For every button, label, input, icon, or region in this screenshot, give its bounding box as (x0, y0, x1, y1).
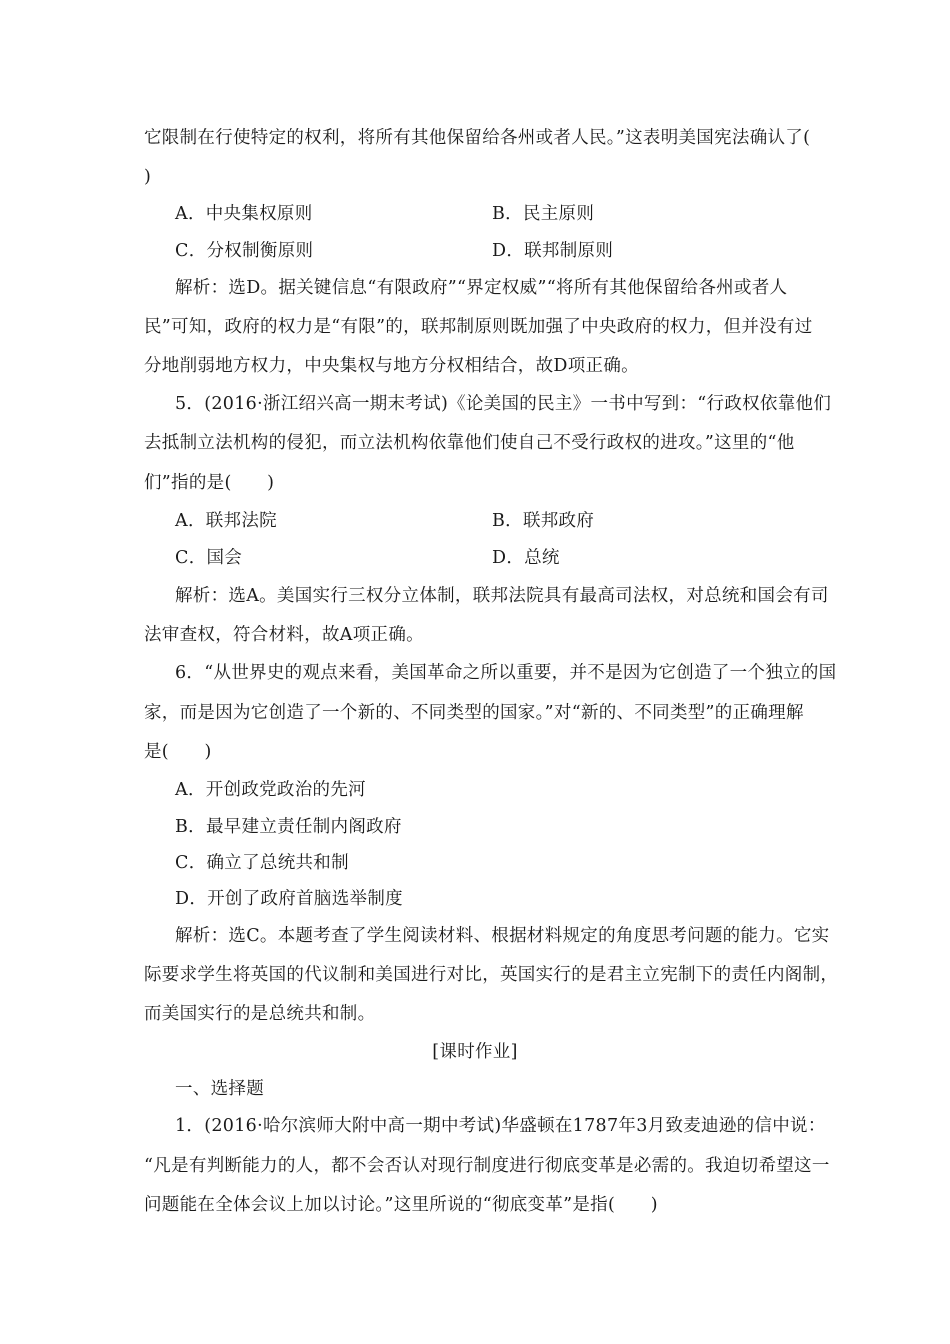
question-6-text: 家，而是因为它创造了一个新的、不同类型的国家。”对“新的、不同类型”的正确理解 (144, 703, 804, 723)
answer-explanation: 解析：选A。美国实行三权分立体制，联邦法院具有最高司法权，对总统和国会有司 (175, 586, 829, 606)
option-c: C．确立了总统共和制 (175, 853, 349, 873)
question-6-text: 6．“从世界史的观点来看，美国革命之所以重要，并不是因为它创造了一个独立的国 (175, 663, 837, 683)
question-5-text: 们”指的是( ) (144, 473, 275, 493)
option-b: B．民主原则 (492, 204, 595, 224)
homework-question-1-text: “凡是有判断能力的人，都不会否认对现行制度进行彻底变革是必需的。我迫切希望这一 (144, 1156, 830, 1176)
question-4-text: 它限制在行使特定的权利，将所有其他保留给各州或者人民。”这表明美国宪法确认了( (144, 128, 811, 148)
answer-explanation: 解析：选D。据关键信息“有限政府”“界定权威”“将所有其他保留给各州或者人 (175, 278, 788, 298)
option-d: D．开创了政府首脑选举制度 (175, 889, 403, 909)
option-a: A．中央集权原则 (175, 204, 313, 224)
answer-explanation: 民”可知，政府的权力是“有限”的，联邦制原则既加强了中央政府的权力，但并没有过 (144, 317, 813, 337)
homework-question-1-text: 1．(2016·哈尔滨师大附中高一期中考试)华盛顿在1787年3月致麦迪逊的信中说： (175, 1116, 826, 1136)
option-c: C．分权制衡原则 (175, 241, 314, 261)
section-title: [课时作业] (432, 1042, 518, 1062)
answer-explanation: 法审查权，符合材料，故A项正确。 (144, 625, 424, 645)
question-5-text: 5．(2016·浙江绍兴高一期末考试)《论美国的民主》一书中写到：“行政权依靠他们 (175, 394, 832, 414)
answer-explanation: 际要求学生将英国的代议制和美国进行对比，英国实行的是君主立宪制下的责任内阁制， (144, 965, 839, 985)
question-4-text: ) (144, 167, 152, 187)
option-c: C．国会 (175, 548, 243, 568)
part-title: 一、选择题 (175, 1079, 264, 1099)
option-d: D．总统 (492, 548, 560, 568)
option-a: A．联邦法院 (175, 511, 277, 531)
option-a: A．开创政党政治的先河 (175, 780, 366, 800)
answer-explanation: 分地削弱地方权力，中央集权与地方分权相结合，故D项正确。 (144, 356, 639, 376)
answer-explanation: 而美国实行的是总统共和制。 (144, 1004, 376, 1024)
option-b: B．联邦政府 (492, 511, 595, 531)
question-6-text: 是( ) (144, 742, 212, 762)
answer-explanation: 解析：选C。本题考查了学生阅读材料、根据材料规定的角度思考问题的能力。它实 (175, 926, 830, 946)
option-b: B．最早建立责任制内阁政府 (175, 817, 402, 837)
question-5-text: 去抵制立法机构的侵犯，而立法机构依靠他们使自己不受行政权的进攻。”这里的“他 (144, 433, 795, 453)
option-d: D．联邦制原则 (492, 241, 614, 261)
homework-question-1-text: 问题能在全体会议上加以讨论。”这里所说的“彻底变革”是指( ) (144, 1195, 658, 1215)
